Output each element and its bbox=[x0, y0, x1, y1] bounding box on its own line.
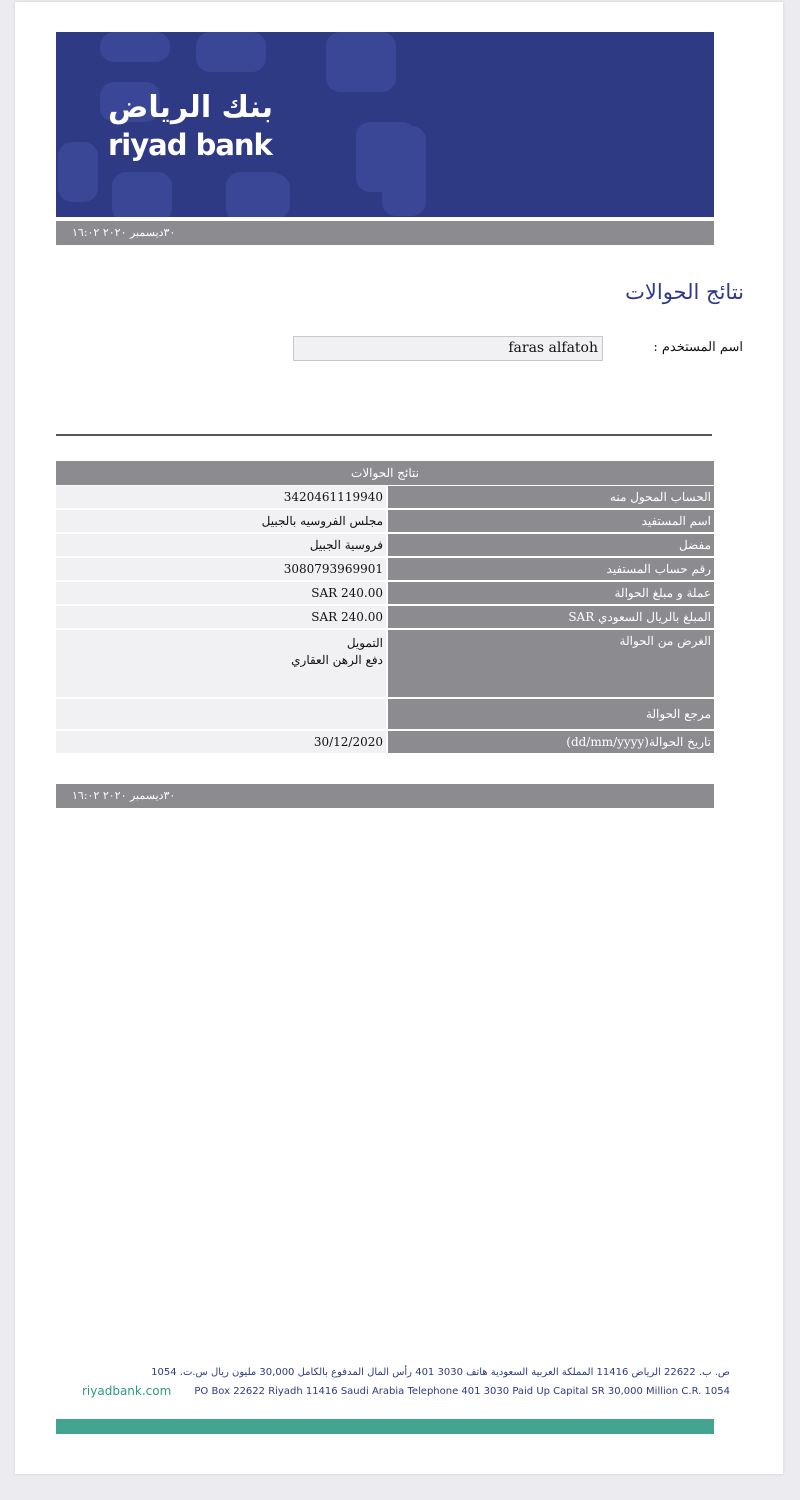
table-row bbox=[56, 509, 714, 533]
currency-amount-value: SAR 240.00 bbox=[56, 581, 387, 605]
transfer-purpose-detail: دفع الرهن العقاري bbox=[291, 653, 383, 667]
table-row bbox=[56, 581, 714, 605]
favorite-value: فروسية الجبيل bbox=[56, 533, 387, 557]
header-date-bar: ٣٠ديسمبر ٢٠٢٠ ١٦:٠٢ bbox=[56, 221, 714, 245]
results-table-header: نتائج الحوالات bbox=[56, 461, 714, 485]
transfer-results-table bbox=[56, 486, 714, 755]
beneficiary-name-value: مجلس الفروسيه بالجبيل bbox=[56, 509, 387, 533]
table-row bbox=[56, 557, 714, 581]
transfer-purpose-label: الغرض من الحوالة bbox=[387, 629, 714, 698]
riyad-bank-logo-arabic: بنك الرياض bbox=[108, 90, 273, 125]
transfer-date-value: 30/12/2020 bbox=[56, 730, 387, 754]
username-field: faras alfatoh bbox=[293, 336, 603, 361]
beneficiary-account-value: 3080793969901 bbox=[56, 557, 387, 581]
section-divider bbox=[56, 434, 712, 436]
header-divider bbox=[56, 217, 714, 220]
footer-date-bar: ٣٠ديسمبر ٢٠٢٠ ١٦:٠٢ bbox=[56, 784, 714, 808]
footer-website-link[interactable]: riyadbank.com bbox=[82, 1384, 172, 1398]
table-row bbox=[56, 698, 714, 730]
transfer-reference-label: مرجع الحوالة bbox=[387, 698, 714, 730]
table-row bbox=[56, 730, 714, 754]
table-row bbox=[56, 533, 714, 557]
footer-green-bar bbox=[56, 1419, 714, 1434]
transfer-reference-value bbox=[56, 698, 387, 730]
sar-amount-label: المبلغ بالريال السعودي SAR bbox=[387, 605, 714, 629]
header-banner bbox=[56, 32, 714, 217]
riyad-bank-logo-english: riyad bank bbox=[108, 128, 272, 162]
table-row bbox=[56, 605, 714, 629]
footer-address-english: PO Box 22622 Riyadh 11416 Saudi Arabia Telephone 401 3030 Paid Up Capital SR 30,000 Million C.R. 1054 bbox=[194, 1386, 730, 1397]
footer-address-arabic: ص. ب. 22622 الرياض 11416 المملكة العربية السعودية هاتف 3030 401 رأس المال المدفوع بالكامل 30,000 مليون ريال س.ت. 1054 bbox=[151, 1367, 730, 1378]
from-account-label: الحساب المحول منه bbox=[387, 486, 714, 509]
table-row bbox=[56, 486, 714, 509]
transfer-date-label: تاريخ الحوالة(dd/mm/yyyy) bbox=[387, 730, 714, 754]
favorite-label: مفضل bbox=[387, 533, 714, 557]
beneficiary-account-label: رقم حساب المستفيد bbox=[387, 557, 714, 581]
username-label: اسم المستخدم : bbox=[653, 340, 743, 355]
transfer-purpose-value bbox=[56, 629, 387, 698]
beneficiary-name-label: اسم المستفيد bbox=[387, 509, 714, 533]
transfer-purpose-category: التمويل bbox=[346, 636, 383, 650]
sar-amount-value: SAR 240.00 bbox=[56, 605, 387, 629]
from-account-value: 3420461119940 bbox=[56, 486, 387, 509]
page-title: نتائج الحوالات bbox=[625, 280, 744, 304]
currency-amount-label: عملة و مبلغ الحوالة bbox=[387, 581, 714, 605]
table-row bbox=[56, 629, 714, 698]
